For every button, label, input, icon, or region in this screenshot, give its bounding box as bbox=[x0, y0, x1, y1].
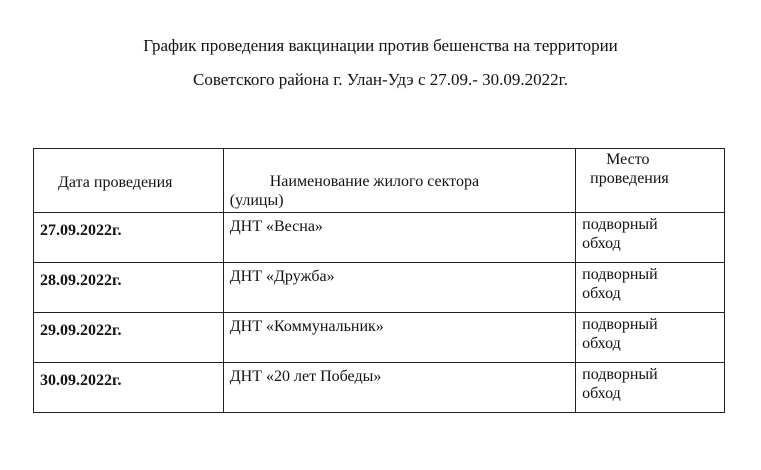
table-header-row bbox=[34, 149, 725, 213]
row-date: 28.09.2022г. bbox=[40, 272, 122, 289]
table-row bbox=[34, 363, 725, 413]
date-cell bbox=[34, 263, 224, 313]
place-cell bbox=[576, 313, 725, 363]
row-date: 29.09.2022г. bbox=[40, 322, 122, 339]
header-place-sublabel: проведения bbox=[590, 170, 669, 187]
header-place-label: Место bbox=[606, 151, 650, 168]
sector-cell bbox=[223, 313, 575, 363]
row-sector-name: ДНТ «Коммунальник» bbox=[229, 318, 384, 335]
header-date-label: Дата проведения bbox=[58, 174, 173, 191]
row-place-line-2: обход bbox=[582, 385, 621, 402]
vaccination-schedule-table bbox=[33, 148, 725, 413]
row-place-line-2: обход bbox=[582, 335, 621, 352]
row-place-line-2: обход bbox=[582, 285, 621, 302]
row-date: 27.09.2022г. bbox=[40, 222, 122, 239]
row-place-line-2: обход bbox=[582, 235, 621, 252]
row-sector-name: ДНТ «Дружба» bbox=[229, 268, 335, 285]
date-cell bbox=[34, 213, 224, 263]
row-place-line-1: подворный bbox=[582, 366, 658, 383]
row-date: 30.09.2022г. bbox=[40, 372, 122, 389]
row-place-line-1: подворный bbox=[582, 266, 658, 283]
place-cell bbox=[576, 213, 725, 263]
table-row bbox=[34, 313, 725, 363]
sector-cell bbox=[223, 263, 575, 313]
header-name-cell bbox=[223, 149, 575, 213]
date-cell bbox=[34, 363, 224, 413]
table-row bbox=[34, 213, 725, 263]
sector-cell bbox=[223, 213, 575, 263]
header-place-cell bbox=[576, 149, 725, 213]
header-name-label: Наименование жилого сектора bbox=[269, 173, 480, 190]
sector-cell bbox=[223, 363, 575, 413]
document-title-line-1: График проведения вакцинации против бешенства на территории bbox=[143, 36, 618, 55]
document-title-line-2: Советского района г. Улан-Удэ с 27.09.- 30.09.2022г. bbox=[193, 70, 568, 89]
place-cell bbox=[576, 263, 725, 313]
date-cell bbox=[34, 313, 224, 363]
row-sector-name: ДНТ «Весна» bbox=[229, 218, 323, 235]
table-row bbox=[34, 263, 725, 313]
row-place-line-1: подворный bbox=[582, 216, 658, 233]
row-sector-name: ДНТ «20 лет Победы» bbox=[229, 368, 382, 385]
place-cell bbox=[576, 363, 725, 413]
header-name-sublabel: (улицы) bbox=[229, 192, 284, 209]
header-date-cell bbox=[34, 149, 224, 213]
row-place-line-1: подворный bbox=[582, 316, 658, 333]
